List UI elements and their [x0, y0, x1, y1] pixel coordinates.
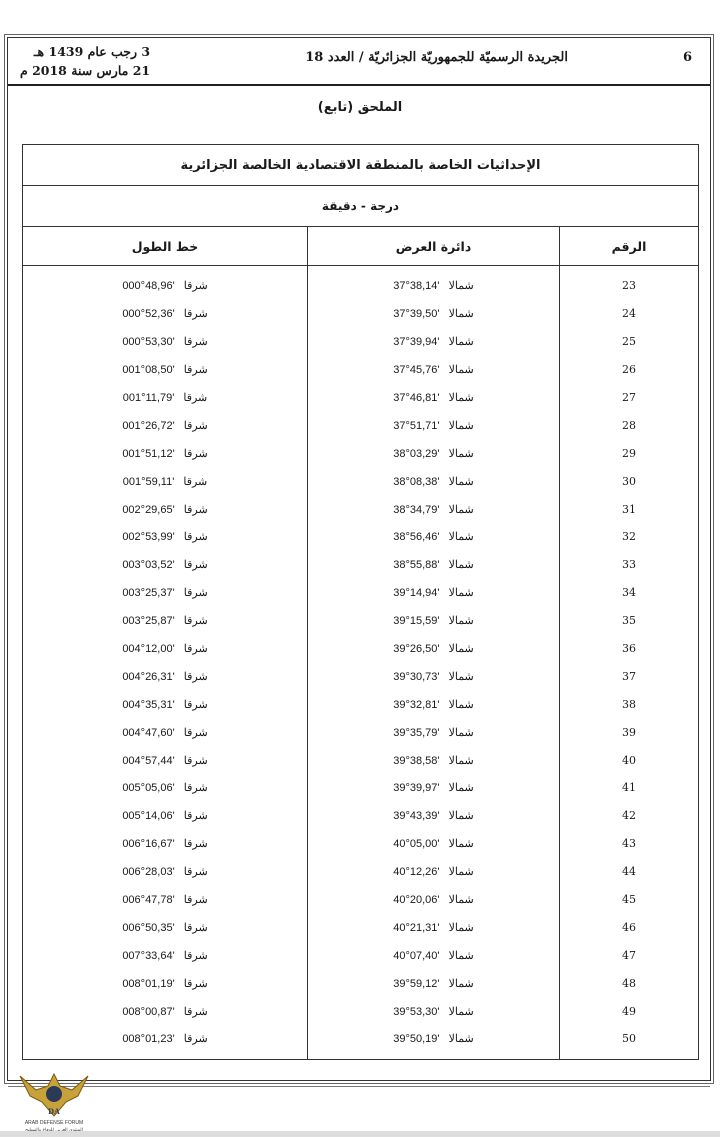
row-longitude: [23, 328, 308, 356]
logo-text: DA: [48, 1107, 60, 1116]
row-latitude: [308, 746, 560, 774]
row-longitude: [23, 523, 308, 551]
longitude-direction: شرقا: [183, 503, 208, 516]
row-latitude: [308, 356, 560, 384]
latitude-value: 39°15,59': [393, 615, 440, 628]
column-header-longitude: خط الطول: [23, 227, 308, 266]
latitude-value: 37°51,71': [393, 419, 440, 432]
table-row: [23, 266, 699, 300]
longitude-direction: شرقا: [183, 698, 208, 711]
hijri-date: 3 رجب عام 1439 هـ: [33, 44, 151, 59]
longitude-value: 008°01,23': [122, 1033, 175, 1046]
latitude-value: 37°39,50': [393, 308, 440, 321]
latitude-value: 40°07,40': [393, 949, 440, 962]
longitude-direction: شرقا: [183, 531, 208, 544]
latitude-direction: شمالا: [448, 503, 474, 516]
longitude-direction: شرقا: [183, 392, 208, 404]
row-latitude: [308, 328, 560, 356]
latitude-direction: شمالا: [448, 866, 474, 879]
latitude-value: 37°39,94': [393, 336, 440, 349]
longitude-value: 006°50,35': [122, 921, 175, 934]
row-longitude: [23, 858, 308, 886]
table-row: [23, 746, 699, 774]
row-longitude: [23, 830, 308, 858]
table-row: [23, 886, 699, 914]
column-header-number: الرقم: [560, 227, 699, 266]
latitude-direction: شمالا: [448, 475, 474, 488]
longitude-value: 000°48,96': [122, 280, 175, 293]
row-number: 30: [560, 467, 699, 495]
longitude-value: 005°05,06': [122, 782, 175, 795]
row-number: 50: [560, 1025, 699, 1059]
row-number: 34: [560, 579, 699, 607]
latitude-value: 39°38,58': [393, 754, 440, 767]
longitude-direction: شرقا: [183, 977, 208, 990]
table-row: [23, 941, 699, 969]
longitude-direction: شرقا: [183, 1005, 208, 1018]
latitude-value: 38°56,46': [393, 531, 440, 544]
latitude-direction: شمالا: [448, 531, 474, 544]
latitude-direction: شمالا: [448, 419, 474, 432]
row-number: 42: [560, 802, 699, 830]
table-caption: الإحداثيات الخاصة بالمنطقة الاقتصادية الخالصة الجزائرية: [23, 145, 699, 186]
longitude-direction: شرقا: [183, 726, 208, 739]
longitude-value: 004°57,44': [122, 754, 175, 767]
row-longitude: [23, 802, 308, 830]
latitude-direction: شمالا: [448, 364, 474, 377]
header-date: [20, 42, 150, 80]
row-latitude: [308, 1025, 560, 1059]
table-row: [23, 579, 699, 607]
row-latitude: [308, 467, 560, 495]
longitude-value: 001°26,72': [122, 419, 175, 432]
row-longitude: [23, 913, 308, 941]
row-latitude: [308, 300, 560, 328]
latitude-value: 40°12,26': [393, 866, 440, 879]
row-latitude: [308, 579, 560, 607]
longitude-value: 001°51,12': [122, 447, 175, 460]
row-number: 41: [560, 774, 699, 802]
row-number: 46: [560, 913, 699, 941]
row-number: 26: [560, 356, 699, 384]
row-number: 48: [560, 969, 699, 997]
longitude-direction: شرقا: [183, 949, 208, 962]
row-longitude: [23, 467, 308, 495]
latitude-value: 39°50,19': [393, 1033, 440, 1046]
row-number: 39: [560, 718, 699, 746]
table-row: [23, 662, 699, 690]
longitude-value: 003°25,37': [122, 587, 175, 600]
row-longitude: [23, 774, 308, 802]
watermark-line1: ARAB DEFENSE FORUM: [24, 1120, 84, 1126]
row-longitude: [23, 266, 308, 300]
latitude-direction: شمالا: [448, 921, 474, 934]
latitude-value: 39°14,94': [393, 587, 440, 600]
table-row: [23, 495, 699, 523]
row-number: 44: [560, 858, 699, 886]
latitude-value: 38°08,38': [393, 475, 440, 488]
longitude-direction: شرقا: [183, 280, 208, 293]
table-row: [23, 467, 699, 495]
table-row: [23, 718, 699, 746]
row-longitude: [23, 969, 308, 997]
row-latitude: [308, 830, 560, 858]
longitude-direction: شرقا: [183, 670, 208, 683]
row-longitude: [23, 718, 308, 746]
row-number: 31: [560, 495, 699, 523]
longitude-value: 000°52,36': [122, 308, 175, 321]
row-longitude: [23, 551, 308, 579]
longitude-direction: شرقا: [183, 866, 208, 879]
longitude-direction: شرقا: [183, 894, 208, 907]
row-number: 23: [560, 266, 699, 300]
latitude-direction: شمالا: [448, 643, 474, 656]
longitude-value: 006°16,67': [122, 838, 175, 851]
row-longitude: [23, 495, 308, 523]
row-longitude: [23, 439, 308, 467]
table-row: [23, 997, 699, 1025]
longitude-direction: شرقا: [183, 1033, 208, 1046]
row-longitude: [23, 690, 308, 718]
longitude-direction: شرقا: [183, 364, 208, 377]
latitude-value: 39°53,30': [393, 1005, 440, 1018]
longitude-value: 002°53,99': [122, 531, 175, 544]
longitude-value: 004°26,31': [122, 670, 175, 683]
row-number: 43: [560, 830, 699, 858]
row-longitude: [23, 1025, 308, 1059]
row-latitude: [308, 997, 560, 1025]
row-latitude: [308, 886, 560, 914]
latitude-value: 39°35,79': [393, 726, 440, 739]
latitude-direction: شمالا: [448, 726, 474, 739]
longitude-direction: شرقا: [183, 559, 208, 572]
latitude-direction: شمالا: [448, 754, 474, 767]
latitude-value: 40°20,06': [393, 894, 440, 907]
row-number: 47: [560, 941, 699, 969]
table-row: [23, 551, 699, 579]
row-latitude: [308, 662, 560, 690]
table-row: [23, 635, 699, 663]
latitude-value: 39°59,12': [393, 977, 440, 990]
row-number: 37: [560, 662, 699, 690]
row-latitude: [308, 495, 560, 523]
row-latitude: [308, 858, 560, 886]
footer-bar: [0, 1131, 720, 1137]
latitude-direction: شمالا: [448, 698, 474, 711]
longitude-direction: شرقا: [183, 643, 208, 656]
row-latitude: [308, 969, 560, 997]
longitude-direction: شرقا: [183, 782, 208, 795]
latitude-direction: شمالا: [448, 280, 474, 293]
latitude-direction: شمالا: [448, 336, 474, 349]
row-number: 25: [560, 328, 699, 356]
row-longitude: [23, 411, 308, 439]
row-number: 36: [560, 635, 699, 663]
longitude-direction: شرقا: [183, 336, 208, 349]
emblem-icon: [14, 1068, 94, 1134]
longitude-value: 003°03,52': [122, 559, 175, 572]
row-latitude: [308, 607, 560, 635]
latitude-direction: شمالا: [448, 782, 474, 795]
table-row: [23, 802, 699, 830]
row-latitude: [308, 551, 560, 579]
latitude-value: 38°55,88': [393, 559, 440, 572]
longitude-value: 001°08,50': [122, 364, 175, 377]
latitude-value: 38°34,79': [393, 503, 440, 516]
longitude-direction: شرقا: [183, 587, 208, 600]
latitude-direction: شمالا: [448, 977, 474, 990]
row-number: 24: [560, 300, 699, 328]
longitude-direction: شرقا: [183, 447, 208, 460]
longitude-value: 000°53,30': [122, 336, 175, 349]
table-row: [23, 356, 699, 384]
row-latitude: [308, 635, 560, 663]
column-header-latitude: دائرة العرض: [308, 227, 560, 266]
longitude-direction: شرقا: [183, 475, 208, 488]
latitude-direction: شمالا: [448, 615, 474, 628]
longitude-direction: شرقا: [183, 419, 208, 432]
table-row: [23, 607, 699, 635]
longitude-value: 002°29,65': [122, 503, 175, 516]
row-number: 49: [560, 997, 699, 1025]
latitude-value: 39°39,97': [393, 782, 440, 795]
longitude-value: 001°59,11': [122, 475, 175, 488]
coordinates-table: [22, 144, 698, 1060]
latitude-value: 38°03,29': [393, 447, 440, 460]
longitude-direction: شرقا: [183, 838, 208, 851]
latitude-value: 37°38,14': [393, 280, 440, 293]
row-longitude: [23, 997, 308, 1025]
table-row: [23, 300, 699, 328]
watermark-logo: [14, 1068, 94, 1134]
latitude-value: 39°32,81': [393, 698, 440, 711]
annex-label: الملحق (تابع): [317, 100, 403, 115]
longitude-value: 006°47,78': [122, 894, 175, 907]
longitude-value: 004°47,60': [122, 726, 175, 739]
latitude-direction: شمالا: [448, 894, 474, 907]
table-row: [23, 858, 699, 886]
gazette-title: الجريدة الرسميّة للجمهوريّة الجزائريّة / العدد 18: [305, 50, 568, 65]
latitude-value: 39°43,39': [393, 810, 440, 823]
row-number: 27: [560, 384, 699, 412]
row-latitude: [308, 384, 560, 412]
row-number: 45: [560, 886, 699, 914]
longitude-direction: شرقا: [183, 615, 208, 628]
table-row: [23, 411, 699, 439]
row-latitude: [308, 718, 560, 746]
gregorian-date: 21 مارس سنة 2018 م: [20, 63, 151, 78]
row-longitude: [23, 384, 308, 412]
table-row: [23, 523, 699, 551]
latitude-direction: شمالا: [448, 308, 474, 321]
longitude-value: 004°12,00': [122, 643, 175, 656]
latitude-direction: شمالا: [448, 838, 474, 851]
longitude-value: 005°14,06': [122, 810, 175, 823]
table-row: [23, 969, 699, 997]
latitude-direction: شمالا: [448, 810, 474, 823]
table-unit: درجة - دقيقة: [23, 186, 699, 227]
row-longitude: [23, 941, 308, 969]
longitude-direction: شرقا: [183, 921, 208, 934]
row-latitude: [308, 690, 560, 718]
row-number: 32: [560, 523, 699, 551]
latitude-direction: شمالا: [448, 1033, 474, 1046]
longitude-value: 003°25,87': [122, 615, 175, 628]
latitude-value: 39°30,73': [393, 670, 440, 683]
latitude-direction: شمالا: [448, 587, 474, 600]
row-number: 38: [560, 690, 699, 718]
row-longitude: [23, 579, 308, 607]
latitude-direction: شمالا: [448, 559, 474, 572]
table-row: [23, 913, 699, 941]
page-number: 6: [682, 50, 692, 65]
longitude-value: 001°11,79': [122, 392, 175, 404]
table-row: [23, 1025, 699, 1059]
latitude-direction: شمالا: [448, 1005, 474, 1018]
table-row: [23, 328, 699, 356]
latitude-direction: شمالا: [448, 670, 474, 683]
row-number: 29: [560, 439, 699, 467]
table-row: [23, 384, 699, 412]
row-latitude: [308, 411, 560, 439]
row-latitude: [308, 523, 560, 551]
latitude-value: 39°26,50': [393, 643, 440, 656]
row-number: 33: [560, 551, 699, 579]
table-row: [23, 774, 699, 802]
longitude-value: 004°35,31': [122, 698, 175, 711]
row-longitude: [23, 886, 308, 914]
longitude-value: 007°33,64': [122, 949, 175, 962]
table-row: [23, 690, 699, 718]
latitude-direction: شمالا: [448, 447, 474, 460]
longitude-direction: شرقا: [183, 754, 208, 767]
row-latitude: [308, 802, 560, 830]
longitude-value: 008°01,19': [122, 977, 175, 990]
row-longitude: [23, 635, 308, 663]
latitude-value: 40°05,00': [393, 838, 440, 851]
table-row: [23, 439, 699, 467]
row-latitude: [308, 439, 560, 467]
row-longitude: [23, 746, 308, 774]
longitude-direction: شرقا: [183, 308, 208, 321]
longitude-value: 008°00,87': [122, 1005, 175, 1018]
row-latitude: [308, 774, 560, 802]
longitude-value: 006°28,03': [122, 866, 175, 879]
latitude-direction: شمالا: [448, 392, 474, 404]
longitude-direction: شرقا: [183, 810, 208, 823]
row-latitude: [308, 913, 560, 941]
table-body: [23, 266, 699, 1060]
row-number: 28: [560, 411, 699, 439]
bottom-rule: [8, 1086, 710, 1087]
row-longitude: [23, 356, 308, 384]
row-number: 35: [560, 607, 699, 635]
latitude-direction: شمالا: [448, 949, 474, 962]
latitude-value: 40°21,31': [393, 921, 440, 934]
row-longitude: [23, 607, 308, 635]
table-row: [23, 830, 699, 858]
row-longitude: [23, 662, 308, 690]
latitude-value: 37°46,81': [393, 392, 440, 404]
row-longitude: [23, 300, 308, 328]
row-latitude: [308, 941, 560, 969]
row-latitude: [308, 266, 560, 300]
page-header: [8, 38, 710, 86]
row-number: 40: [560, 746, 699, 774]
latitude-value: 37°45,76': [393, 364, 440, 377]
